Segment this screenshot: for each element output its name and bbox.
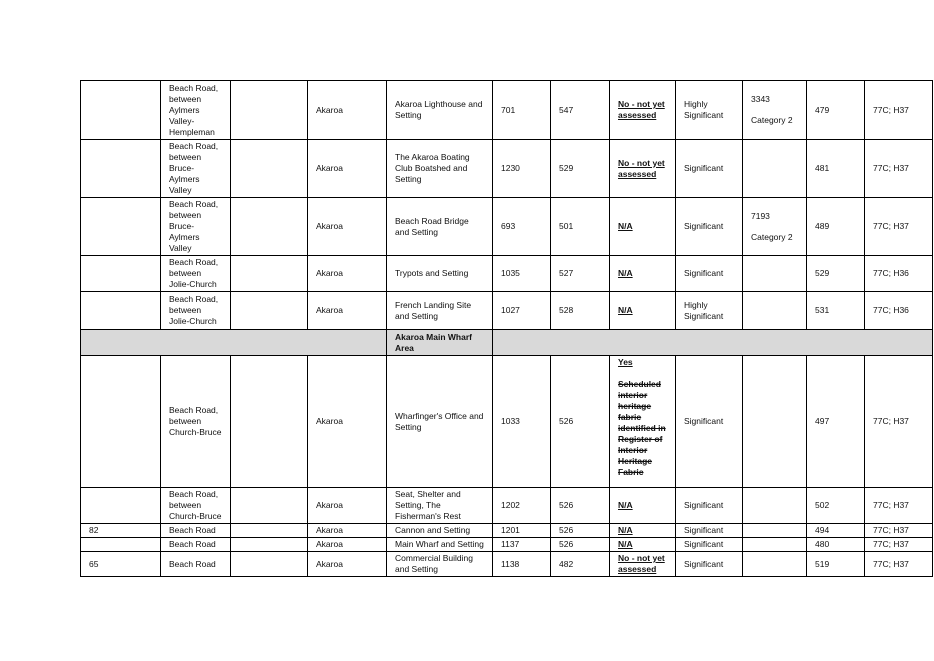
heritage-item-number-cell: 1137 — [493, 538, 551, 552]
blank-cell — [231, 552, 308, 577]
map-ref-cell: 531 — [807, 292, 865, 330]
blank-cell — [231, 356, 308, 488]
settlement-cell: Akaroa — [308, 140, 387, 198]
significance-cell: Significant — [676, 198, 743, 256]
table-row — [81, 552, 933, 577]
significance-cell: Significant — [676, 524, 743, 538]
settlement-cell: Akaroa — [308, 198, 387, 256]
interior-heritage-cell — [610, 524, 676, 538]
map-ref-cell: 480 — [807, 538, 865, 552]
hnz-listing-cell — [743, 524, 807, 538]
settlement-cell: Akaroa — [308, 356, 387, 488]
heritage-item-number-cell: 1033 — [493, 356, 551, 488]
interior-heritage-cell — [610, 140, 676, 198]
interior-heritage-cell — [610, 292, 676, 330]
place-name-cell: French Landing Site and Setting — [387, 292, 493, 330]
location-cell: Beach Road — [161, 552, 231, 577]
settlement-cell: Akaroa — [308, 81, 387, 140]
planning-map-cell: 77C; H36 — [865, 292, 933, 330]
place-name-cell: Commercial Building and Setting — [387, 552, 493, 577]
heritage-item-number-cell: 1035 — [493, 256, 551, 292]
interior-status: N/A — [618, 221, 633, 231]
location-cell: Beach Road, between Bruce-Aylmers Valley — [161, 140, 231, 198]
heritage-assessment-number-cell: 526 — [551, 524, 610, 538]
heritage-assessment-number-cell: 547 — [551, 81, 610, 140]
map-ref-cell: 494 — [807, 524, 865, 538]
heritage-assessment-number-cell: 526 — [551, 538, 610, 552]
interior-status: No - not yet assessed — [618, 157, 665, 179]
table-row — [81, 488, 933, 524]
heritage-assessment-number-cell: 529 — [551, 140, 610, 198]
settlement-cell: Akaroa — [308, 292, 387, 330]
street-number-cell — [81, 538, 161, 552]
significance-cell: Significant — [676, 552, 743, 577]
planning-map-cell: 77C; H37 — [865, 552, 933, 577]
hnz-category: Category 2 — [751, 231, 793, 242]
significance-cell: Significant — [676, 356, 743, 488]
map-ref-cell: 502 — [807, 488, 865, 524]
heritage-item-number-cell: 1138 — [493, 552, 551, 577]
blank-cell — [231, 488, 308, 524]
planning-map-cell: 77C; H37 — [865, 140, 933, 198]
blank-cell — [231, 292, 308, 330]
street-number-cell — [81, 198, 161, 256]
hnz-listing-cell — [743, 356, 807, 488]
settlement-cell: Akaroa — [308, 256, 387, 292]
heritage-schedule-table — [80, 80, 933, 577]
significance-cell: Significant — [676, 488, 743, 524]
blank-cell — [231, 538, 308, 552]
heritage-assessment-number-cell: 526 — [551, 356, 610, 488]
interior-status: N/A — [618, 500, 633, 510]
settlement-cell: Akaroa — [308, 488, 387, 524]
map-ref-cell: 519 — [807, 552, 865, 577]
interior-status: N/A — [618, 305, 633, 315]
interior-heritage-cell — [610, 488, 676, 524]
planning-map-cell: 77C; H37 — [865, 356, 933, 488]
location-cell: Beach Road — [161, 524, 231, 538]
planning-map-cell: 77C; H37 — [865, 524, 933, 538]
settlement-cell: Akaroa — [308, 524, 387, 538]
hnz-list-number: 7193 — [751, 210, 770, 221]
heritage-assessment-number-cell: 528 — [551, 292, 610, 330]
street-number-cell: 65 — [81, 552, 161, 577]
interior-heritage-cell — [610, 256, 676, 292]
section-header-row — [81, 330, 933, 356]
heritage-assessment-number-cell: 527 — [551, 256, 610, 292]
heritage-item-number-cell: 1201 — [493, 524, 551, 538]
planning-map-cell: 77C; H37 — [865, 538, 933, 552]
location-cell: Beach Road — [161, 538, 231, 552]
location-cell: Beach Road, between Bruce-Aylmers Valley — [161, 198, 231, 256]
table-row — [81, 140, 933, 198]
heritage-item-number-cell: 1027 — [493, 292, 551, 330]
hnz-listing-cell — [743, 256, 807, 292]
interior-status: N/A — [618, 539, 633, 549]
street-number-cell — [81, 292, 161, 330]
settlement-cell: Akaroa — [308, 552, 387, 577]
heritage-assessment-number-cell: 526 — [551, 488, 610, 524]
street-number-cell — [81, 256, 161, 292]
place-name-cell: Seat, Shelter and Setting, The Fisherman's Rest — [387, 488, 493, 524]
significance-cell: Significant — [676, 140, 743, 198]
interior-heritage-cell — [610, 81, 676, 140]
location-cell: Beach Road, between Jolie-Church — [161, 256, 231, 292]
table-row — [81, 356, 933, 488]
heritage-assessment-number-cell: 482 — [551, 552, 610, 577]
place-name-cell: Cannon and Setting — [387, 524, 493, 538]
place-name-cell: Main Wharf and Setting — [387, 538, 493, 552]
location-cell: Beach Road, between Church-Bruce — [161, 356, 231, 488]
map-ref-cell: 529 — [807, 256, 865, 292]
table-row — [81, 292, 933, 330]
street-number-cell: 82 — [81, 524, 161, 538]
section-blank-left — [81, 330, 387, 356]
planning-map-cell: 77C; H37 — [865, 81, 933, 140]
map-ref-cell: 497 — [807, 356, 865, 488]
place-name-cell: Wharfinger's Office and Setting — [387, 356, 493, 488]
street-number-cell — [81, 140, 161, 198]
blank-cell — [231, 81, 308, 140]
settlement-cell: Akaroa — [308, 538, 387, 552]
heritage-item-number-cell: 1202 — [493, 488, 551, 524]
interior-struck-note: Scheduled interior heritage fabric identified in Register of Interior Heritage Fabric — [618, 379, 666, 477]
map-ref-cell: 489 — [807, 198, 865, 256]
hnz-listing-cell — [743, 198, 807, 256]
planning-map-cell: 77C; H37 — [865, 198, 933, 256]
location-cell: Beach Road, between Jolie-Church — [161, 292, 231, 330]
interior-heritage-cell — [610, 198, 676, 256]
heritage-item-number-cell: 701 — [493, 81, 551, 140]
street-number-cell — [81, 356, 161, 488]
heritage-assessment-number-cell: 501 — [551, 198, 610, 256]
planning-map-cell: 77C; H37 — [865, 488, 933, 524]
planning-map-cell: 77C; H36 — [865, 256, 933, 292]
section-label: Akaroa Main Wharf Area — [387, 330, 493, 356]
table-row — [81, 198, 933, 256]
table-row — [81, 256, 933, 292]
street-number-cell — [81, 81, 161, 140]
interior-status: No - not yet assessed — [618, 99, 665, 120]
table-row — [81, 81, 933, 140]
place-name-cell: The Akaroa Boating Club Boatshed and Setting — [387, 140, 493, 198]
street-number-cell — [81, 488, 161, 524]
hnz-category: Category 2 — [751, 115, 793, 125]
hnz-listing-cell — [743, 488, 807, 524]
blank-cell — [231, 198, 308, 256]
hnz-listing-cell — [743, 81, 807, 140]
significance-cell: Significant — [676, 538, 743, 552]
heritage-item-number-cell: 1230 — [493, 140, 551, 198]
significance-cell: Highly Significant — [676, 81, 743, 140]
place-name-cell: Trypots and Setting — [387, 256, 493, 292]
hnz-listing-cell — [743, 538, 807, 552]
hnz-listing-cell — [743, 552, 807, 577]
section-blank-right — [493, 330, 933, 356]
table-row — [81, 524, 933, 538]
interior-status: N/A — [618, 525, 633, 535]
map-ref-cell: 481 — [807, 140, 865, 198]
hnz-listing-cell — [743, 292, 807, 330]
interior-status: N/A — [618, 268, 633, 278]
map-ref-cell: 479 — [807, 81, 865, 140]
significance-cell: Highly Significant — [676, 292, 743, 330]
interior-heritage-cell — [610, 356, 676, 488]
significance-cell: Significant — [676, 256, 743, 292]
hnz-list-number: 3343 — [751, 94, 770, 104]
table-row — [81, 538, 933, 552]
location-cell: Beach Road, between Aylmers Valley-Hempleman — [161, 81, 231, 140]
hnz-listing-cell — [743, 140, 807, 198]
place-name-cell: Akaroa Lighthouse and Setting — [387, 81, 493, 140]
blank-cell — [231, 256, 308, 292]
interior-status: No - not yet assessed — [618, 553, 665, 574]
place-name-cell: Beach Road Bridge and Setting — [387, 198, 493, 256]
interior-heritage-cell — [610, 538, 676, 552]
blank-cell — [231, 140, 308, 198]
heritage-item-number-cell: 693 — [493, 198, 551, 256]
blank-cell — [231, 524, 308, 538]
interior-heritage-cell — [610, 552, 676, 577]
interior-status: Yes — [618, 357, 633, 367]
location-cell: Beach Road, between Church-Bruce — [161, 488, 231, 524]
